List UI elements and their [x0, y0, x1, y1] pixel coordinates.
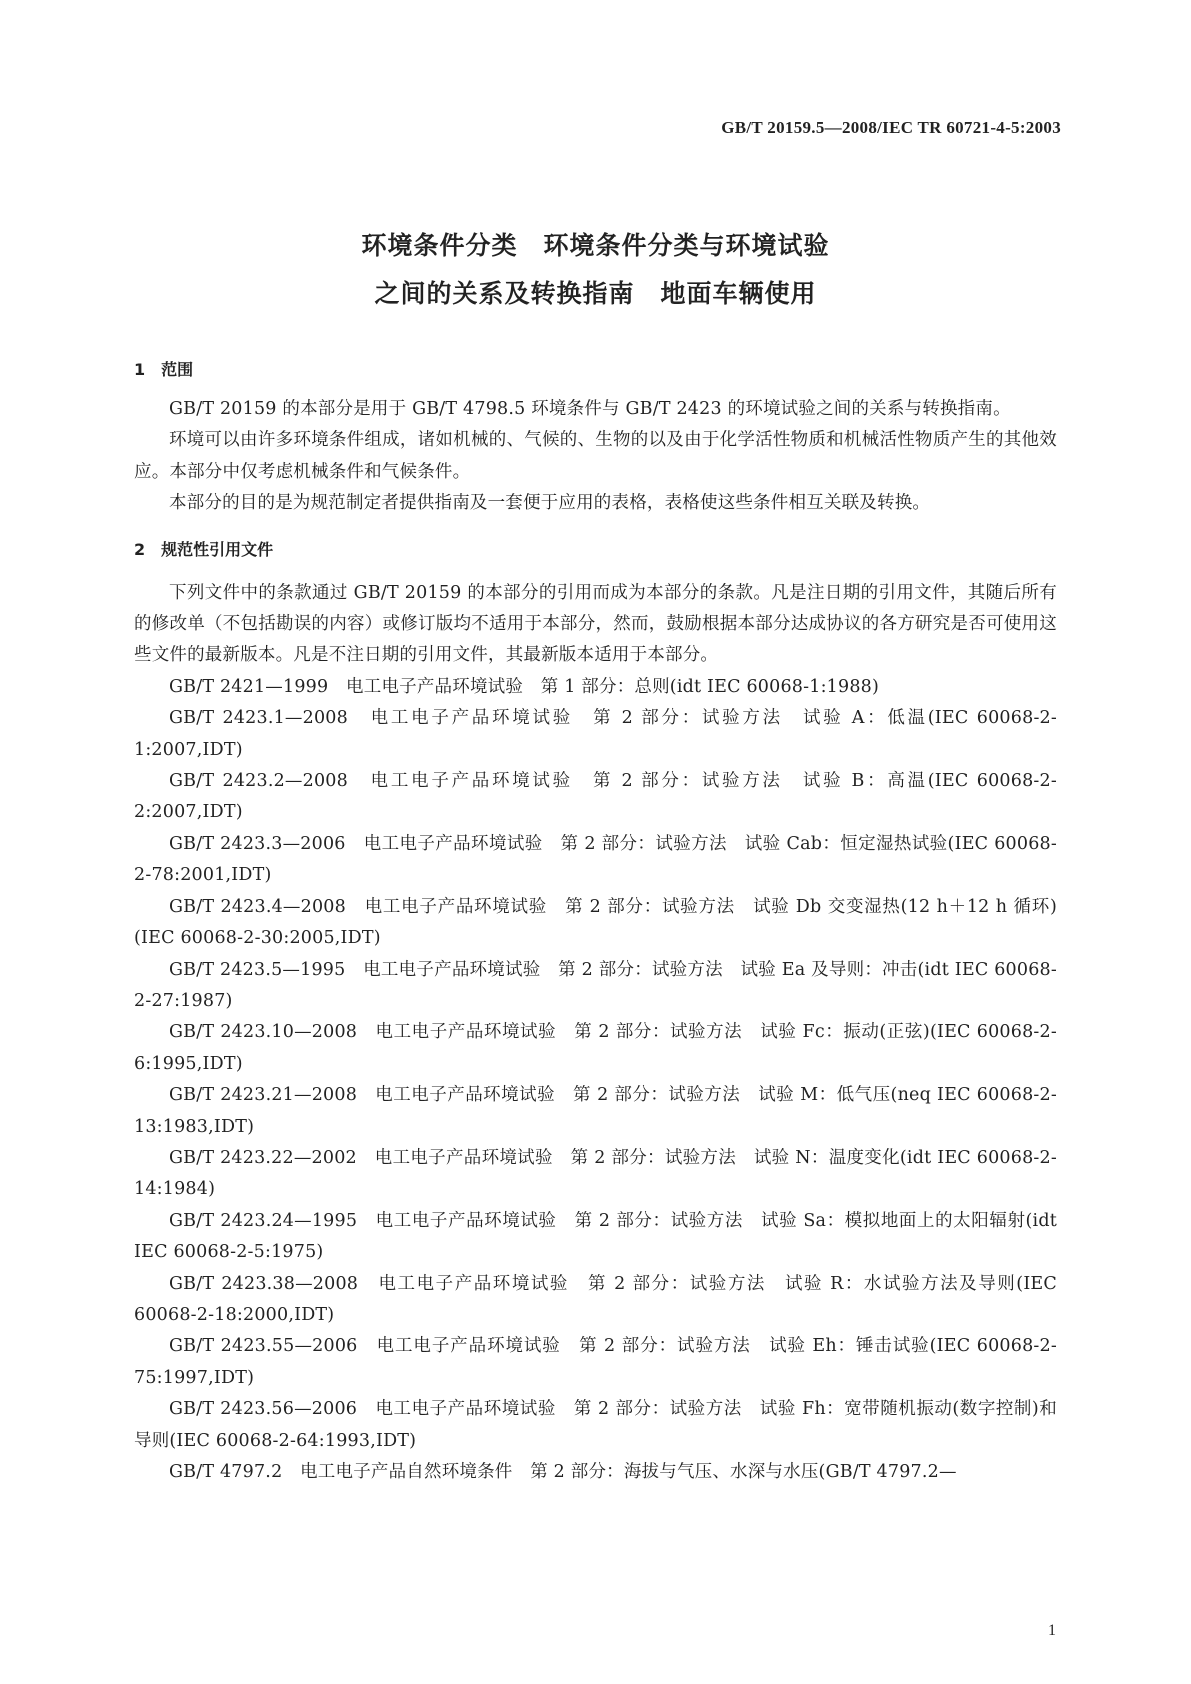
reference-item: GB/T 2423.5—1995 电工电子产品环境试验 第 2 部分：试验方法 试验 Ea 及导则：冲击(idt IEC 60068-2-27:1987) [134, 959, 1057, 1011]
standard-code: GB/T 20159.5—2008/IEC TR 60721-4-5:2003 [721, 118, 1061, 137]
reference-item: GB/T 2423.22—2002 电工电子产品环境试验 第 2 部分：试验方法 试验 N：温度变化(idt IEC 60068-2-14:1984) [134, 1147, 1057, 1200]
reference-item: GB/T 2423.55—2006 电工电子产品环境试验 第 2 部分：试验方法 试验 Eh：锤击试验(IEC 60068-2-75:1997,IDT) [134, 1336, 1057, 1388]
reference-item: GB/T 2423.3—2006 电工电子产品环境试验 第 2 部分：试验方法 试验 Cab：恒定湿热试验(IEC 60068-2-78:2001,IDT) [134, 833, 1057, 886]
reference-item: GB/T 2423.38—2008 电工电子产品环境试验 第 2 部分：试验方法 试验 R：水试验方法及导则(IEC 60068-2-18:2000,IDT) [134, 1273, 1057, 1325]
reference-item: GB/T 4797.2 电工电子产品自然环境条件 第 2 部分：海拔与气压、水深与水压(GB/T 4797.2— [169, 1462, 957, 1482]
section-2-heading: 2 规范性引用文件 [134, 539, 274, 559]
document-title [0, 222, 1191, 318]
reference-item: GB/T 2423.4—2008 电工电子产品环境试验 第 2 部分：试验方法 试验 Db 交变湿热(12 h＋12 h 循环)(IEC 60068-2-30:2005,IDT) [134, 896, 1057, 949]
reference-item: GB/T 2423.56—2006 电工电子产品环境试验 第 2 部分：试验方法 试验 Fh：宽带随机振动(数字控制)和导则(IEC 60068-2-64:1993,IDT) [134, 1399, 1057, 1451]
references-intro: 下列文件中的条款通过 GB/T 20159 的本部分的引用而成为本部分的条款。凡是注日期的引用文件，其随后所有的修改单（不包括勘误的内容）或修订版均不适用于本部分，然而，鼓励根据本部分达成协议的各方研究是否可使用这些文件的最新版本。凡是不注日期的引用文件，其最新版本适用于本部分。 [134, 582, 1057, 666]
reference-item: GB/T 2423.24—1995 电工电子产品环境试验 第 2 部分：试验方法 试验 Sa：模拟地面上的太阳辐射(idt IEC 60068-2-5:1975) [134, 1210, 1057, 1263]
reference-item: GB/T 2423.21—2008 电工电子产品环境试验 第 2 部分：试验方法 试验 M：低气压(neq IEC 60068-2-13:1983,IDT) [134, 1085, 1057, 1137]
document-body [134, 358, 1057, 1488]
scope-paragraph: 本部分的目的是为规范制定者提供指南及一套便于应用的表格，表格使这些条件相互关联及转换。 [169, 493, 931, 514]
reference-item: GB/T 2423.1—2008 电工电子产品环境试验 第 2 部分：试验方法 试验 A：低温(IEC 60068-2-1:2007,IDT) [134, 708, 1057, 760]
title-line-1: 环境条件分类 环境条件分类与环境试验 [361, 231, 830, 260]
scope-paragraph: GB/T 20159 的本部分是用于 GB/T 4798.5 环境条件与 GB/T 2423 的环境试验之间的关系与转换指南。 [169, 399, 1011, 419]
reference-item: GB/T 2423.10—2008 电工电子产品环境试验 第 2 部分：试验方法 试验 Fc：振动(正弦)(IEC 60068-2-6:1995,IDT) [134, 1022, 1057, 1074]
page-number: 1 [1048, 1622, 1056, 1639]
title-line-2: 之间的关系及转换指南 地面车辆使用 [374, 279, 817, 308]
scope-paragraph: 环境可以由许多环境条件组成，诸如机械的、气候的、生物的以及由于化学活性物质和机械活性物质产生的其他效应。本部分中仅考虑机械条件和气候条件。 [134, 430, 1057, 482]
reference-item: GB/T 2421—1999 电工电子产品环境试验 第 1 部分：总则(idt IEC 60068-1:1988) [169, 676, 880, 697]
reference-item: GB/T 2423.2—2008 电工电子产品环境试验 第 2 部分：试验方法 试验 B：高温(IEC 60068-2-2:2007,IDT) [134, 771, 1057, 823]
reference-list [134, 672, 1057, 1489]
section-1-heading: 1 范围 [134, 360, 194, 379]
